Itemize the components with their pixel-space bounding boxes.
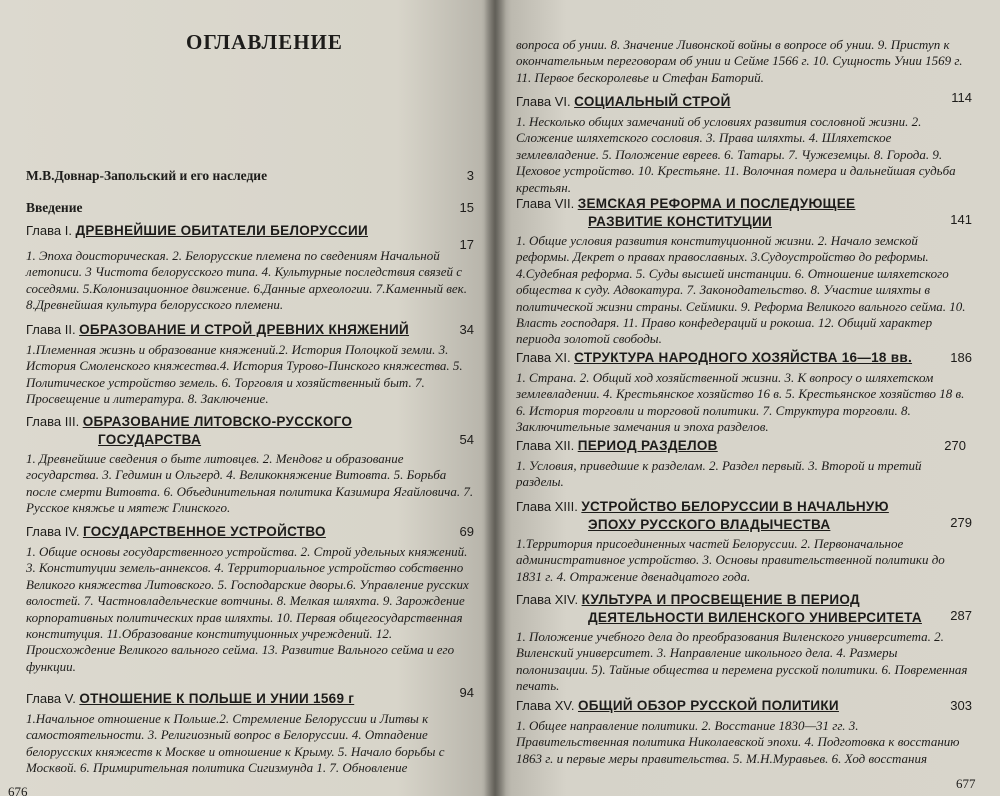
chapter-label: Глава XI.	[516, 350, 571, 365]
front-entry-legacy	[26, 167, 474, 185]
chapter-title: СОЦИАЛЬНЫЙ СТРОЙ	[574, 94, 731, 109]
chapter-title: ОБРАЗОВАНИЕ И СТРОЙ ДРЕВНИХ КНЯЖЕНИЙ	[79, 322, 409, 337]
chapter-page: 303	[950, 698, 972, 713]
chapter-heading	[26, 413, 474, 448]
chapter-heading	[516, 697, 972, 715]
chapter-heading	[516, 195, 972, 230]
chapter-title-line2: ГОСУДАРСТВА	[98, 432, 202, 447]
chapter-label: Глава XIV.	[516, 592, 579, 607]
chapter-description: 1. Общее направление политики. 2. Восстание 1830—31 гг. 3. Правительственная политика Николаевской эпохи. 4. Подготовка к восстанию 1863 г. и первые меры правительства. 5. М.Н.Муравьев. 6. Ход восстания	[516, 718, 960, 766]
chapter-title: КУЛЬТУРА И ПРОСВЕЩЕНИЕ В ПЕРИОД	[581, 592, 860, 607]
chapter-heading	[516, 498, 972, 533]
page-number-right: 677	[956, 776, 976, 791]
chapter-title-line2: ДЕЯТЕЛЬНОСТИ ВИЛЕНСКОГО УНИВЕРСИТЕТА	[588, 610, 922, 625]
chapter-title: ДРЕВНЕЙШИЕ ОБИТАТЕЛИ БЕЛОРУССИИ	[75, 223, 368, 238]
front-entry-label: Введение	[26, 200, 83, 215]
chapter-heading	[516, 349, 972, 367]
chapter-label: Глава VI.	[516, 94, 571, 109]
chapter-title: ОТНОШЕНИЕ К ПОЛЬШЕ И УНИИ 1569 г	[79, 691, 355, 706]
chapter-entry-6	[516, 90, 972, 196]
chapter-title: УСТРОЙСТВО БЕЛОРУССИИ В НАЧАЛЬНУЮ	[581, 499, 889, 514]
chapter-page: 17	[459, 237, 474, 252]
page-number-left: 676	[8, 784, 28, 796]
chapter-label: Глава I.	[26, 223, 72, 238]
chapter-heading	[26, 321, 474, 339]
chapter-entry-1	[26, 222, 474, 314]
chapter-label: Глава XIII.	[516, 499, 578, 514]
chapter-entry-14	[516, 591, 972, 695]
chapter-page: 54	[459, 432, 474, 447]
chapter-description: 1. Древнейшие сведения о быте литовцев. 2. Мендовг и образование государства. 3. Гедимин и Ольгерд. 4. Великокняжение Витовта. 5. Борьба после смерти Витовта. 6. Объединительная политика Казимира Ягайловича. 7. Русское княжье и мятеж Глинского.	[26, 451, 474, 516]
chapter-description: 1. Несколько общих замечаний об условиях развития сословной жизни. 2. Сложение шляхетского сословия. 3. Права шляхты. 4. Шляхетское землевладение. 5. Положение евреев. 6. Татары. 7. Чужеземцы. 8. Города. 9. Цеховое устройство. 10. Крестьяне. 11. Волочная померa и дальнейшая судьба крестьян.	[516, 114, 956, 195]
chapter-description: 1. Общие основы государственного устройства. 2. Строй удельных княжений. 3. Конституции земель-аннексов. 4. Территориальное устройство собственно Великого княжества Литовского. 5. Господарские дворы.6. Управление русских волостей. 7. Частновладельческие вотчины. 8. Мелкая шляхта. 9. Зарождение корпоративных политических прав шляхты. 10. Первая общегосударственная конституция. 11.Образование конституционных учреждений. 12. Происхождение Великого вального сейма. 13. Развитие Вального сейма и его функции.	[26, 544, 469, 674]
chapter-heading	[26, 685, 474, 708]
chapter-entry-11	[516, 349, 972, 436]
chapter-description: 1.Начальное отношение к Польше.2. Стремление Белоруссии и Литвы к самостоятельности. 3. Религиозный вопрос в Белоруссии. 4. Отпадение белорусских княжеств к Москве и отношение к Крыму. 5. Начало борьбы с Москвой. 6. Примирительная политика Сигизмунда 1. 7. Обновление	[26, 711, 445, 776]
chapter-label: Глава VII.	[516, 196, 575, 211]
chapter-title-line2: РАЗВИТИЕ КОНСТИТУЦИИ	[588, 214, 772, 229]
chapter-description: 1.Территория присоединенных частей Белоруссии. 2. Первоначальное административное устройство. 3. Основы правительственной политики до 1831 г. 4. Отражение двенадцатого года.	[516, 536, 945, 584]
chapter-label: Глава IV.	[26, 524, 80, 539]
toc-title: ОГЛАВЛЕНИЕ	[186, 30, 343, 54]
chapter-page: 34	[459, 322, 474, 337]
chapter-page: 279	[950, 515, 972, 530]
front-entry-label: М.В.Довнар-Запольский и его наследие	[26, 168, 268, 183]
chapter-title: ГОСУДАРСТВЕННОЕ УСТРОЙСТВО	[82, 524, 326, 539]
chapter-entry-5	[26, 685, 474, 777]
chapter-heading	[516, 90, 972, 111]
chapter-description: 1. Эпоха доисторическая. 2. Белорусские племена по сведениям Начальной летописи. 3 Чистота белорусского типа. 4. Культурные последствия связей с соседями. 5.Колонизационное движение. 6.Данные археологии. 7.Каменный век. 8.Древнейшая культура белорусского племени.	[26, 248, 467, 313]
front-entry-page: 15	[459, 200, 474, 215]
chapter-heading	[26, 222, 474, 252]
chapter-page: 287	[950, 608, 972, 623]
chapter-title-line2: ЭПОХУ РУССКОГО ВЛАДЫЧЕСТВА	[588, 517, 831, 532]
chapter-description: 1. Страна. 2. Общий ход хозяйственной жизни. 3. К вопросу о шляхетском землевладении. 4. Крестьянское хозяйство 16 в. 5. Крестьянское хозяйство 18 в. 6. История торговли и торговой политики. 7. Структура торговли. 8. Заключительные замечания и эпоха разделов.	[516, 370, 965, 435]
chapter-page: 69	[459, 524, 474, 539]
chapter-title: ОБЩИЙ ОБЗОР РУССКОЙ ПОЛИТИКИ	[578, 698, 839, 713]
chapter-page: 94	[459, 685, 474, 700]
chapter-entry-2	[26, 321, 474, 408]
front-entry-page: 3	[466, 168, 474, 183]
front-entry-intro	[26, 199, 474, 217]
chapter-title: СТРУКТУРА НАРОДНОГО ХОЗЯЙСТВА 16—18 вв.	[574, 350, 913, 365]
right-page	[496, 0, 1000, 796]
left-page	[0, 0, 496, 796]
chapter-page: 114	[951, 90, 972, 105]
chapter-label: Глава XV.	[516, 698, 575, 713]
chapter-heading	[516, 591, 972, 626]
chapter-description: 1. Положение учебного дела до преобразования Виленского университета. 2. Виленский университет. 3. Направление школьного дела. 4. Размеры полонизации. 5). Тайные общества и перемена русской политики. 6. Повременная печать.	[516, 629, 968, 694]
chapter-description: 1.Племенная жизнь и образование княжений.2. История Полоцкой земли. 3. История Смоленского княжества.4. История Турово-Пинского княжества. 5. Политическое устройство земель. 6. Торговля и хозяйственный быт. 7. Просвещение и литература. 8. Заключение.	[26, 342, 463, 407]
chapter-entry-12	[516, 437, 972, 491]
chapter-label: Глава XII.	[516, 438, 575, 453]
continuation-block	[516, 34, 972, 86]
chapter-page: 270	[944, 438, 966, 453]
continuation-text: вопроса об унии. 8. Значение Ливонской войны в вопросе об унии. 9. Приступ к окончательным переговорам об унии и Сейме 1566 г. 10. Сущность Унии 1569 г. 11. Первое бескоролевье и Стефан Баторий.	[516, 37, 963, 85]
chapter-title: ОБРАЗОВАНИЕ ЛИТОВСКО-РУССКОГО	[82, 414, 353, 429]
chapter-page: 141	[950, 212, 972, 227]
chapter-label: Глава III.	[26, 414, 80, 429]
chapter-heading	[516, 437, 972, 455]
chapter-entry-7	[516, 195, 972, 348]
chapter-entry-4	[26, 523, 474, 675]
chapter-title: ЗЕМСКАЯ РЕФОРМА И ПОСЛЕДУЮЩЕЕ	[577, 196, 856, 211]
chapter-title: ПЕРИОД РАЗДЕЛОВ	[577, 438, 718, 453]
chapter-heading	[26, 523, 474, 541]
chapter-description: 1. Общие условия развития конституционной жизни. 2. Начало земской реформы. Декрет о правах православных. 3.Судоустройство до реформы. 4.Судебная реформа. 5. Суды высшей инстанции. 6. Отношение шляхетского общества к суду. Адвокатура. 7. Законодательство. 8. Участие шляхты в политической жизни страны. Сеймики. 9. Реформа Великого вального сейма. 10. Власть господаря. 11. Право конфедераций и рокоша. 12. Общий характер периода золотой свободы.	[516, 233, 966, 347]
chapter-label: Глава II.	[26, 322, 76, 337]
book-gutter	[484, 0, 506, 796]
chapter-description: 1. Условия, приведшие к разделам. 2. Раздел первый. 3. Второй и третий разделы.	[516, 458, 922, 490]
chapter-entry-3	[26, 413, 474, 517]
chapter-entry-15	[516, 697, 972, 767]
chapter-label: Глава V.	[26, 691, 76, 706]
chapter-entry-13	[516, 498, 972, 585]
chapter-page: 186	[950, 350, 972, 365]
